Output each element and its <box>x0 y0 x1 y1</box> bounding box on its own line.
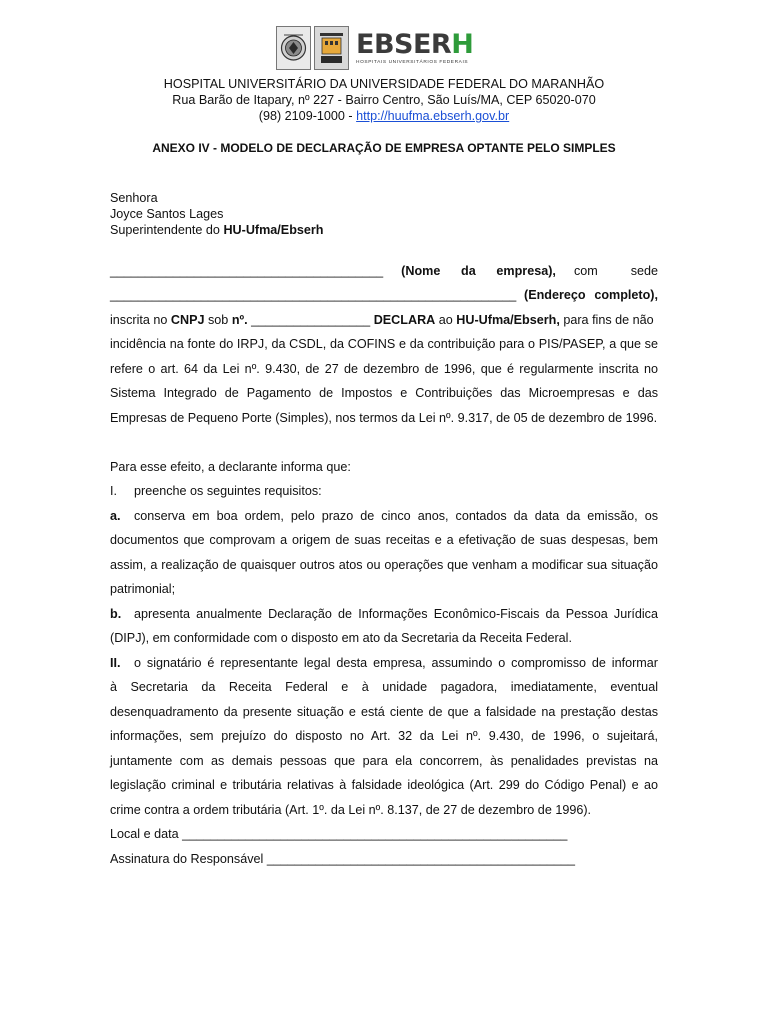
company-name-label: (Nome da empresa), <box>401 264 556 278</box>
item-i: I. preenche os seguintes requisitos: <box>110 484 322 498</box>
ufma-seal-logo <box>276 26 311 70</box>
ebserh-wordmark: EBSERH <box>356 29 474 60</box>
item-a-line-3: assim, a realização de quaisquer outros atos ou operações que venham a modificar sua situação <box>110 558 658 572</box>
declaration-line-6: Sistema Integrado de Pagamento de Impostos e Contribuições das Microempresas e das <box>110 386 658 400</box>
intro-text: Para esse efeito, a declarante informa que: <box>110 460 351 474</box>
declaration-line-5: refere o art. 64 da Lei nº. 9.430, de 27 de dezembro de 1996, que é regularmente inscrita no <box>110 362 658 376</box>
signature-field: Assinatura do Responsável ____________________________________________ <box>110 852 576 866</box>
header-logos <box>276 26 473 70</box>
ufma-seal-icon <box>279 29 308 67</box>
hospital-building-icon <box>317 29 346 67</box>
cnpj-blank: _________________ <box>247 313 374 327</box>
item-a-line-4: patrimonial; <box>110 582 176 596</box>
ebserh-logo <box>356 31 473 65</box>
document-title: ANEXO IV - MODELO DE DECLARAÇÃO DE EMPRESA OPTANTE PELO SIMPLES <box>152 141 616 155</box>
declaration-line-4: incidência na fonte do IRPJ, da CSDL, da COFINS e da contribuição para o PIS/PASEP, a que se <box>110 337 658 351</box>
with-seat-text: com sede <box>573 264 658 278</box>
declaration-line-2 <box>110 287 658 303</box>
hospital-name: HOSPITAL UNIVERSITÁRIO DA UNIVERSIDADE FEDERAL DO MARANHÃO <box>163 77 605 91</box>
declaration-line-7: Empresas de Pequeno Porte (Simples), nos termos da Lei nº. 9.317, de 05 de dezembro de 1996. <box>110 411 658 425</box>
hospital-address: Rua Barão de Itapary, nº 227 - Bairro Centro, São Luís/MA, CEP 65020-070 <box>172 93 596 107</box>
place-date-blank: _______________________________________________________ <box>182 827 568 841</box>
phone-number: (98) 2109-1000 - <box>258 109 357 123</box>
recipient-name: Joyce Santos Lages <box>110 207 224 221</box>
ebserh-subtitle: HOSPITAIS UNIVERSITÁRIOS FEDERAIS <box>356 60 469 65</box>
hospital-logo <box>314 26 349 70</box>
item-ii-line-7: crime contra a ordem tributária (Art. 1º. da Lei nº. 8.137, de 27 de dezembro de 1996). <box>110 803 592 817</box>
place-date-field: Local e data _______________________________________________________ <box>110 827 568 841</box>
item-b-line-2: (DIPJ), em conformidade com o disposto em ato da Secretaria da Receita Federal. <box>110 631 572 645</box>
website-link[interactable]: http://huufma.ebserh.gov.br <box>356 109 510 123</box>
item-ii-line-5: juntamente com as demais pessoas que para ela concorrem, às penalidades previstas na <box>110 754 658 768</box>
hospital-contact <box>0 108 768 124</box>
declaration-line-3: inscrita no CNPJ sob nº. _________________ DECLARA ao HU-Ufma/Ebserh, para fins de não <box>110 313 654 327</box>
item-ii-line-1: II. o signatário é representante legal desta empresa, assumindo o compromisso de informar <box>110 656 658 670</box>
company-name-blank: _______________________________________ <box>110 264 384 278</box>
item-ii-line-4: informações, sem prejuízo do disposto no Art. 32 da Lei nº. 9.430, de 1996, o sujeitará, <box>110 729 658 743</box>
item-a-line-1: a. conserva em boa ordem, pelo prazo de cinco anos, contados da data da emissão, os <box>110 509 658 523</box>
declaration-line-1 <box>110 263 658 279</box>
item-ii-line-2: à Secretaria da Receita Federal e à unidade pagadora, imediatamente, eventual <box>110 680 658 694</box>
item-ii-line-6: legislação criminal e tributária relativas à falsidade ideológica (Art. 299 do Código Penal) e ao <box>110 778 658 792</box>
address-blank: __________________________________________________________ <box>110 288 517 302</box>
recipient-role: Superintendente do HU-Ufma/Ebserh <box>110 223 324 237</box>
item-ii-line-3: desenquadramento da presente situação e está ciente de que a falsidade na prestação destas <box>110 705 658 719</box>
address-label: (Endereço completo), <box>524 288 658 302</box>
signature-blank: ____________________________________________ <box>266 852 576 866</box>
item-b-line-1: b. apresenta anualmente Declaração de Informações Econômico-Fiscais da Pessoa Jurídica <box>110 607 658 621</box>
item-a-line-2: documentos que comprovam a origem de suas receitas e a efetivação de suas despesas, bem <box>110 533 658 547</box>
salutation: Senhora <box>110 191 158 205</box>
